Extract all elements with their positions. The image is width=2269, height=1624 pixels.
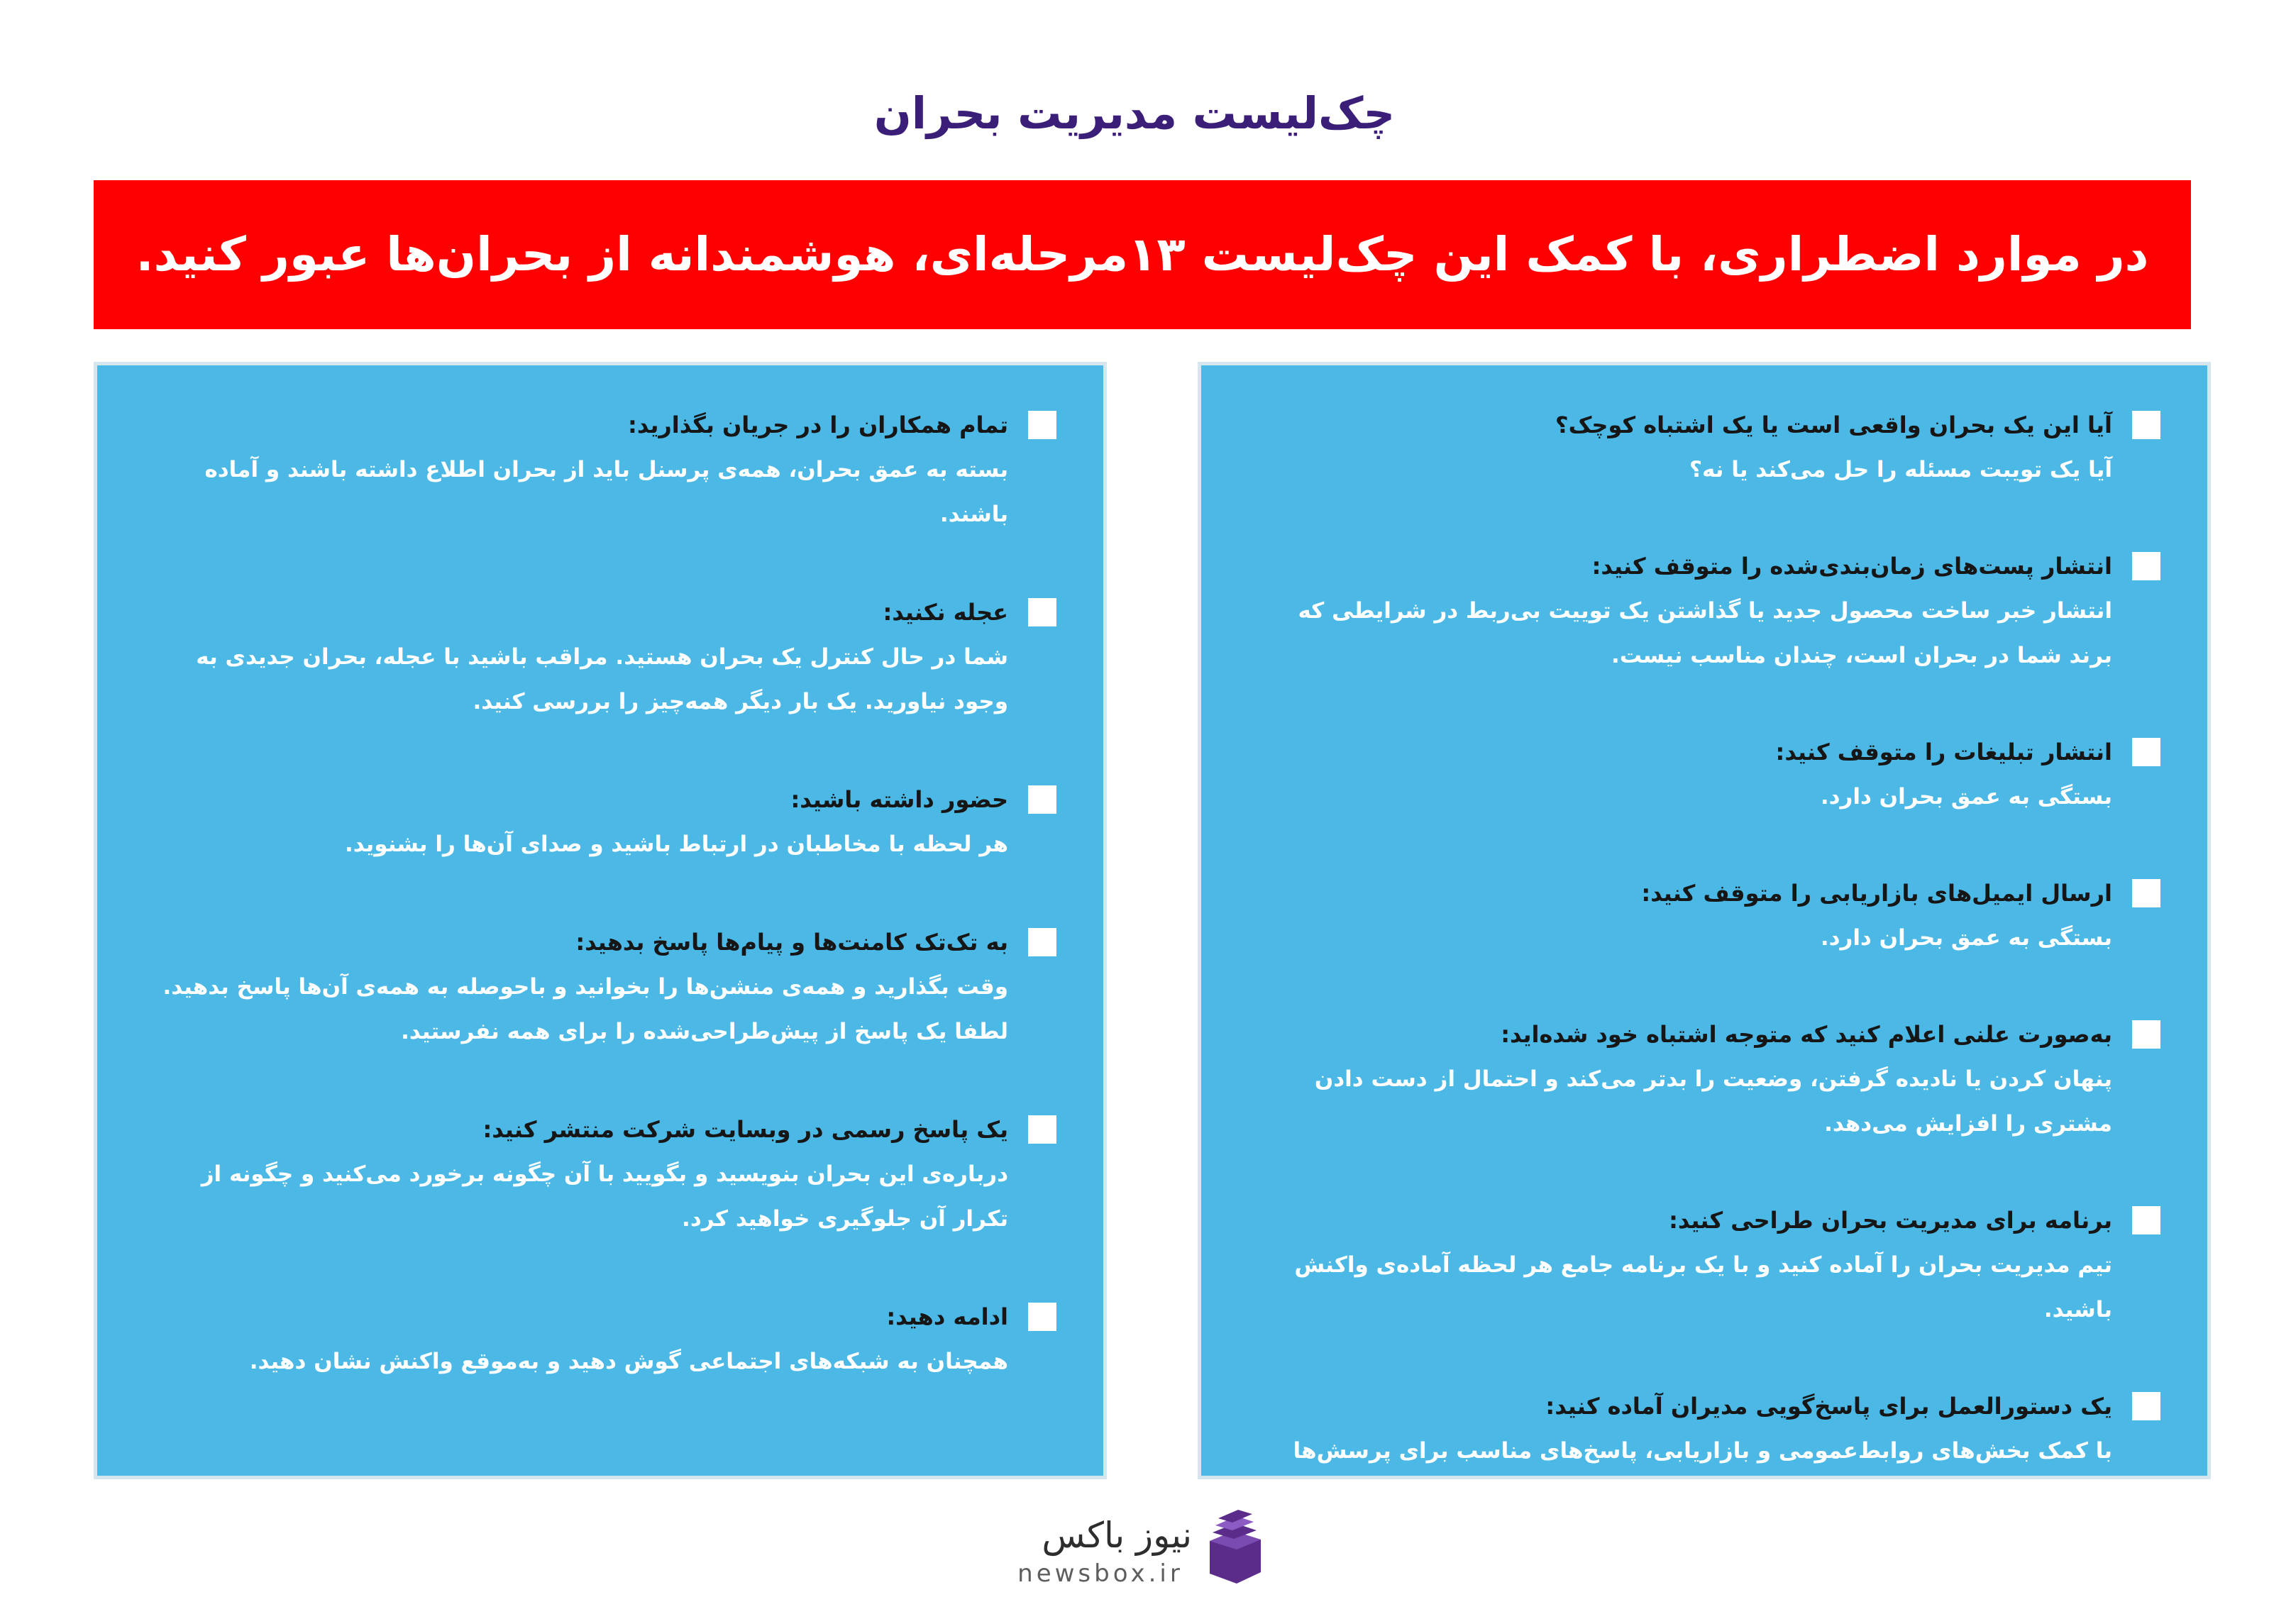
item-title: حضور داشته باشید:: [790, 786, 1008, 813]
checklist-item: [1251, 729, 2160, 819]
item-description: انتشار خبر ساخت محصول جدید یا گذاشتن یک توییت بی‌ربط در شرایطی که برند شما در بحران است، چندان مناسب نیست.: [1298, 598, 2112, 668]
checkbox[interactable]: [1028, 1115, 1056, 1144]
checklist-item: [1251, 1198, 2160, 1332]
logo-url: newsbox.ir: [1017, 1559, 1183, 1588]
checklist-item: [147, 919, 1056, 1054]
item-title: انتشار پست‌های زمان‌بندی‌شده را متوقف کنید:: [1591, 553, 2112, 580]
item-description: همچنان به شبکه‌های اجتماعی گوش دهید و به‌موقع واکنش نشان دهید.: [249, 1349, 1008, 1374]
checkbox[interactable]: [2132, 738, 2160, 766]
checklist-item: [147, 1294, 1056, 1384]
page-title: چک‌لیست مدیریت بحران: [873, 87, 1396, 139]
banner-text: در موارد اضطراری، با کمک این چک‌لیست ۱۳مرحله‌ای، هوشمندانه از بحران‌ها عبور کنید.: [136, 227, 2149, 282]
checklist-panel-right: [1198, 362, 2211, 1508]
checklist-panel-left: [94, 362, 1107, 1479]
item-title: ارسال ایمیل‌های بازاریابی را متوقف کنید:: [1641, 880, 2112, 907]
checklist-item: [147, 402, 1056, 537]
checklist-item: [1251, 402, 2160, 492]
checklist-item: [147, 1107, 1056, 1242]
logo-name: نیوز باکس: [1042, 1515, 1192, 1556]
item-description: با کمک بخش‌های روابط‌عمومی و بازاریابی، پاسخ‌های مناسب برای پرسش‌ها آماده کنید.: [1293, 1438, 2112, 1508]
item-title: یک پاسخ رسمی در وبسایت شرکت منتشر کنید:: [482, 1116, 1008, 1143]
item-description: بستگی به عمق بحران دارد.: [1820, 925, 2112, 951]
item-description: درباره‌ی این بحران بنویسید و بگویید با آن چگونه برخورد می‌کنید و چگونه از تکرار آن جلوگیری خواهید کرد.: [201, 1161, 1008, 1232]
item-title: انتشار تبلیغات را متوقف کنید:: [1775, 739, 2112, 766]
item-title: به تک‌تک کامنت‌ها و پیام‌ها پاسخ بدهید:: [575, 929, 1008, 956]
item-title: ادامه دهید:: [886, 1303, 1008, 1330]
newsbox-logo[interactable]: [1007, 1504, 1263, 1596]
item-description: تیم مدیریت بحران را آماده کنید و با یک برنامه جامع هر لحظه آماده‌ی واکنش باشید.: [1294, 1252, 2112, 1322]
checklist-item: [147, 777, 1056, 867]
stacked-books-icon: [1203, 1504, 1265, 1591]
checklist-item: [147, 590, 1056, 724]
item-description: بسته به عمق بحران، همه‌ی پرسنل باید از بحران اطلاع داشته باشند و آماده باشند.: [204, 457, 1008, 527]
checkbox[interactable]: [1028, 411, 1056, 439]
checkbox[interactable]: [2132, 411, 2160, 439]
checkbox[interactable]: [2132, 1020, 2160, 1049]
checkbox[interactable]: [2132, 879, 2160, 907]
checklist-item: [1251, 871, 2160, 961]
item-description: آیا یک تویبت مسئله را حل می‌کند یا نه؟: [1689, 457, 2112, 482]
checklist-item: [1251, 1012, 2160, 1147]
item-title: آیا این یک بحران واقعی است یا یک اشتباه کوچک؟: [1555, 411, 2112, 438]
checkbox[interactable]: [1028, 1303, 1056, 1331]
intro-banner: [94, 180, 2191, 329]
item-description: شما در حال کنترل یک بحران هستید. مراقب باشید با عجله، بحران جدیدی به وجود نیاورید. یک بار دیگر همه‌چیز را بررسی کنید.: [196, 644, 1008, 714]
checkbox[interactable]: [2132, 552, 2160, 580]
checklist-item: [1251, 1383, 2160, 1518]
checkbox[interactable]: [2132, 1392, 2160, 1420]
item-title: تمام همکاران را در جریان بگذارید:: [628, 411, 1008, 438]
checkbox[interactable]: [1028, 785, 1056, 814]
item-description: بستگی به عمق بحران دارد.: [1820, 784, 2112, 810]
item-title: برنامه برای مدیریت بحران طراحی کنید:: [1669, 1207, 2112, 1234]
checklist-item: [1251, 543, 2160, 678]
checkbox[interactable]: [2132, 1206, 2160, 1234]
item-title: عجله نکنید:: [883, 599, 1008, 626]
item-description: وقت بگذارید و همه‌ی منشن‌ها را بخوانید و باحوصله به همه‌ی آن‌ها پاسخ بدهید. لطفا یک پاسخ از پیش‌طراحی‌شده را برای همه نفرستید.: [162, 974, 1008, 1044]
checkbox[interactable]: [1028, 928, 1056, 956]
checkbox[interactable]: [1028, 598, 1056, 626]
item-title: به‌صورت علنی اعلام کنید که متوجه اشتباه خود شده‌اید:: [1501, 1021, 2112, 1048]
item-description: هر لحظه با مخاطبان در ارتباط باشید و صدای آن‌ها را بشنوید.: [344, 832, 1008, 857]
item-description: پنهان کردن یا نادیده گرفتن، وضعیت را بدتر می‌کند و احتمال از دست دادن مشتری را افزایش می‌دهد.: [1314, 1066, 2112, 1137]
item-title: یک دستورالعمل برای پاسخ‌گویی مدیران آماده کنید:: [1545, 1393, 2112, 1420]
